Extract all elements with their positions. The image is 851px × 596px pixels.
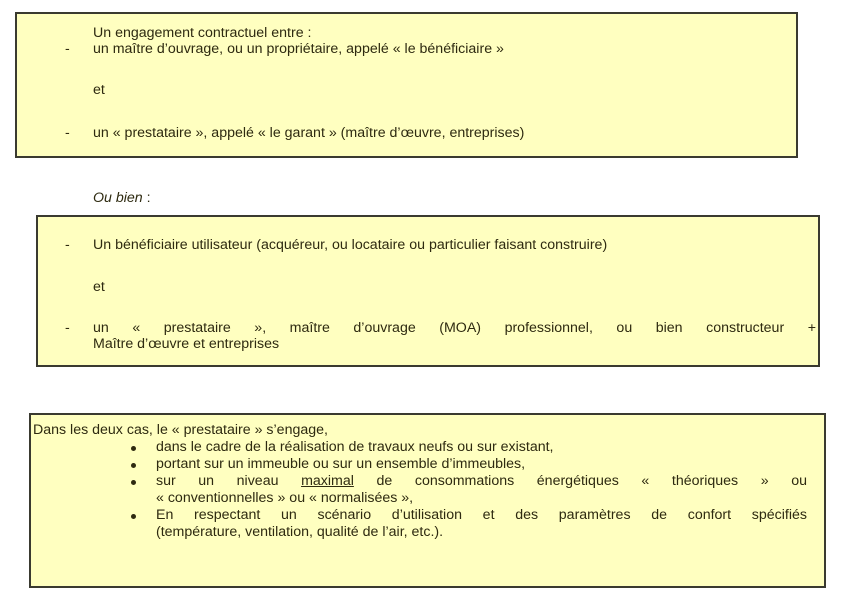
box2-item-beneficiaire: Un bénéficiaire utilisateur (acquéreur, ou locataire ou particulier faisant construire): [93, 237, 608, 253]
box1-item-beneficiaire: un maître d’ouvrage, ou un propriétaire, appelé « le bénéficiaire »: [93, 41, 504, 57]
bullet-item-4-line2: (température, ventilation, qualité de l’air, etc.).: [156, 524, 444, 540]
box1-intro: Un engagement contractuel entre :: [93, 25, 312, 41]
bullet-item-4-line1: En respectant un scénario d’utilisation et des paramètres de confort spécifiés: [156, 507, 807, 523]
bullet-item-3-line2: « conventionnelles » ou « normalisées »,: [156, 490, 414, 506]
dash-icon: -: [65, 237, 70, 253]
box1-item-garant: un « prestataire », appelé « le garant » (maître d’œuvre, entreprises): [93, 125, 525, 141]
bullet-icon: [131, 446, 136, 451]
bullet-item-2: portant sur un immeuble ou sur un ensemble d’immeubles,: [156, 456, 526, 472]
dash-icon: -: [65, 125, 70, 141]
box2-item-prestataire-line1: un « prestataire », maître d’ouvrage (MOA) professionnel, ou bien constructeur +: [93, 320, 816, 336]
alternative-label-text: Ou bien: [93, 190, 143, 206]
bullet-item-3-line1: [156, 473, 807, 490]
box3-intro: Dans les deux cas, le « prestataire » s’engage,: [33, 422, 328, 438]
bullet-icon: [131, 463, 136, 468]
box2-connector: et: [93, 279, 105, 295]
contract-definition-box-1: [15, 12, 798, 158]
bullet-icon: [131, 480, 136, 485]
box2-item-prestataire-line2: Maître d’œuvre et entreprises: [93, 336, 280, 352]
bullet-item-3-pre: sur un niveau: [156, 473, 302, 489]
commitment-box: [29, 413, 826, 588]
dash-icon: -: [65, 41, 70, 57]
bullet-item-3-post: de consommations énergétiques « théoriques » ou: [353, 473, 807, 489]
alternative-label-colon: :: [142, 190, 151, 206]
contract-definition-box-2: [36, 215, 820, 367]
bullet-icon: [131, 514, 136, 519]
bullet-item-1: dans le cadre de la réalisation de travaux neufs ou sur existant,: [156, 439, 554, 455]
bullet-item-3-emphasis: maximal: [301, 473, 354, 489]
dash-icon: -: [65, 320, 70, 336]
box1-connector: et: [93, 82, 105, 98]
alternative-label: [93, 190, 151, 207]
